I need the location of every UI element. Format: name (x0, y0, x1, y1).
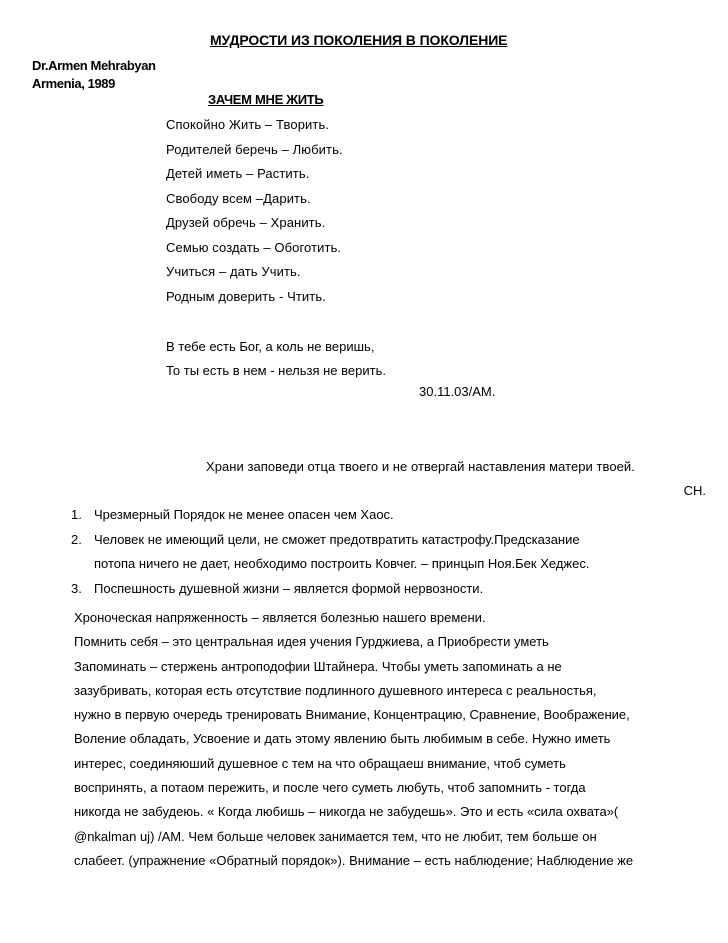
couplet-line: В тебе есть Бог, а коль не веришь, (166, 339, 375, 354)
poem-line: Детей иметь – Растить. (166, 166, 310, 181)
body-line: Воление обладать, Усвоение и дать этому явлению быть любимым в себе. Нужно иметь (74, 731, 611, 747)
poem-line: Родным доверить - Чтить. (166, 288, 326, 304)
author-block (32, 57, 156, 93)
poem-line: Друзей обречь – Хранить. (166, 215, 326, 230)
body-line: воспринять, а потаом пережить, и после чего суметь любуть, чтоб запомнить - тогда (74, 780, 586, 796)
author-place: Armenia, 1989 (32, 76, 115, 91)
list-item-text: Человек не имеющий цели, не сможет предотвратить катастрофу.Предсказание (94, 532, 580, 547)
body-paragraph (74, 606, 633, 873)
poem-date: 30.11.03/AM. (419, 384, 496, 399)
body-line: @nkalman uj) /AM. Чем больше человек занимается тем, что не любит, тем больше он (74, 828, 597, 844)
main-title: МУДРОСТИ ИЗ ПОКОЛЕНИЯ В ПОКОЛЕНИЕ (210, 32, 508, 48)
poem-line: Родителей беречь – Любить. (166, 141, 343, 157)
poem-title: ЗАЧЕМ МНЕ ЖИТЬ (208, 92, 324, 107)
body-line: Хроноческая напряженность – является болезнью нашего времени. (74, 610, 486, 625)
list-item-text: Поспешность душевной жизни – является формой нервозности. (94, 581, 484, 596)
list-item-number: 1. (71, 507, 82, 522)
list-item-number: 2. (71, 532, 82, 547)
poem-line: Свободу всем –Дарить. (166, 190, 311, 206)
poem-line: Спокойно Жить – Творить. (166, 117, 330, 132)
proverb-signature: СН. (683, 483, 706, 498)
body-line: зазубривать, которая есть отсутствие подлинного душевного интереса с реальностья, (74, 682, 597, 698)
poem (166, 113, 343, 309)
list-item-text: потопа ничего не дает, необходимо построить Ковчег. – принцып Ноя.Бек Хеджес. (94, 556, 590, 571)
couplet-line: То ты есть в нем - нельзя не верить. (166, 363, 386, 378)
body-line: никогда не забудеюь. « Когда любишь – никогда не забудешь». Это и есть «сила охвата»( (74, 804, 619, 820)
body-line: Запоминать – стержень антроподофии Штайнера. Чтобы уметь запоминать а не (74, 658, 562, 674)
poem-line: Учиться – дать Учить. (166, 264, 301, 279)
poem-line: Семью создать – Обоготить. (166, 239, 342, 255)
proverb: Храни заповеди отца твоего и не отвергай наставления матери твоей. (206, 459, 635, 474)
couplet (166, 335, 386, 383)
body-line: интерес, соединяюший душевное с тем на что обращаеш внимание, чтоб суметь (74, 755, 566, 771)
list-item-number: 3. (71, 581, 82, 596)
author-name: Dr.Armen Mehrabyan (32, 58, 156, 73)
body-line: нужно в первую очередь тренировать Внимание, Концентрацию, Сравнение, Воображение, (74, 707, 630, 723)
body-line: Помнить себя – это центральная идея учения Гурджиева, а Приобрести уметь (74, 634, 549, 650)
list-item-text: Чрезмерный Порядок не менее опасен чем Хаос. (94, 507, 394, 522)
body-line: слабеет. (упражнение «Обратный порядок»). Внимание – есть наблюдение; Наблюдение же (74, 852, 634, 868)
